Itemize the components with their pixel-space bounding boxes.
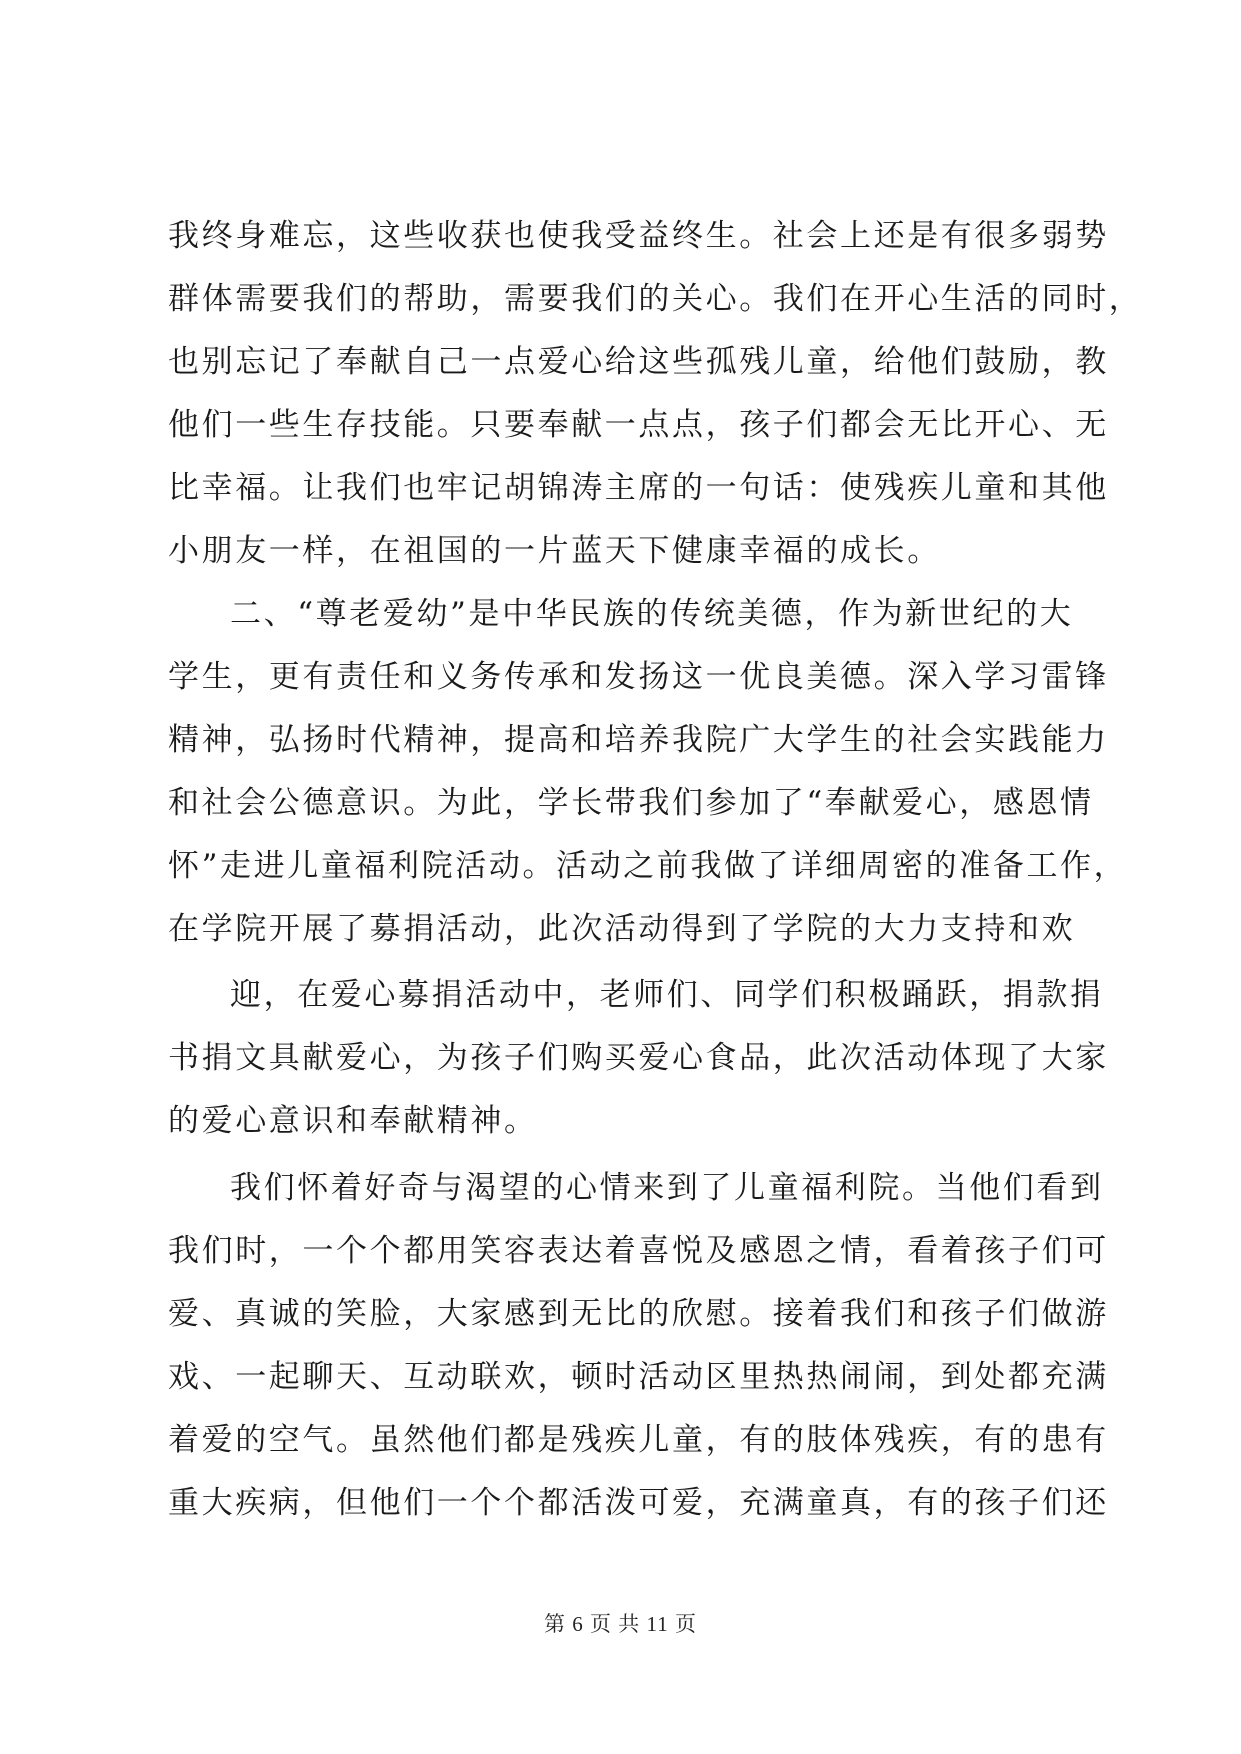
page-number-footer: 第 6 页 共 11 页 <box>544 1612 697 1636</box>
text-line: 群体需要我们的帮助，需要我们的关心。我们在开心生活的同时， <box>168 281 1143 317</box>
text-line: 着爱的空气。虽然他们都是残疾儿童，有的肢体残疾，有的患有 <box>168 1422 1109 1458</box>
text-line: 书捐文具献爱心，为孩子们购买爱心食品，此次活动体现了大家 <box>168 1040 1109 1076</box>
text-line: 我们时，一个个都用笑容表达着喜悦及感恩之情，看着孩子们可 <box>168 1233 1109 1269</box>
text-line: 小朋友一样，在祖国的一片蓝天下健康幸福的成长。 <box>168 533 941 569</box>
text-line: 在学院开展了募捐活动，此次活动得到了学院的大力支持和欢 <box>168 911 1076 947</box>
text-line: 怀”走进儿童福利院活动。活动之前我做了详细周密的准备工作， <box>168 848 1128 884</box>
text-line: 我们怀着好奇与渴望的心情来到了儿童福利院。当他们看到 <box>230 1170 1104 1206</box>
text-line: 他们一些生存技能。只要奉献一点点，孩子们都会无比开心、无 <box>168 407 1109 443</box>
text-line: 学生，更有责任和义务传承和发扬这一优良美德。深入学习雷锋 <box>168 659 1109 695</box>
text-line: 和社会公德意识。为此，学长带我们参加了“奉献爱心，感恩情 <box>168 785 1094 821</box>
text-line: 重大疾病，但他们一个个都活泼可爱，充满童真，有的孩子们还 <box>168 1485 1109 1521</box>
text-line: 的爱心意识和奉献精神。 <box>168 1103 538 1139</box>
text-line: 二、“尊老爱幼”是中华民族的传统美德，作为新世纪的大 <box>230 596 1074 632</box>
text-line: 也别忘记了奉献自己一点爱心给这些孤残儿童，给他们鼓励，教 <box>168 344 1109 380</box>
text-line: 戏、一起聊天、互动联欢，顿时活动区里热热闹闹，到处都充满 <box>168 1359 1109 1395</box>
text-line: 比幸福。让我们也牢记胡锦涛主席的一句话：使残疾儿童和其他 <box>168 470 1109 506</box>
text-line: 精神，弘扬时代精神，提高和培养我院广大学生的社会实践能力 <box>168 722 1109 758</box>
text-line: 爱、真诚的笑脸，大家感到无比的欣慰。接着我们和孩子们做游 <box>168 1296 1109 1332</box>
text-line: 迎，在爱心募捐活动中，老师们、同学们积极踊跃，捐款捐 <box>230 977 1104 1013</box>
text-line: 我终身难忘，这些收获也使我受益终生。社会上还是有很多弱势 <box>168 218 1109 254</box>
